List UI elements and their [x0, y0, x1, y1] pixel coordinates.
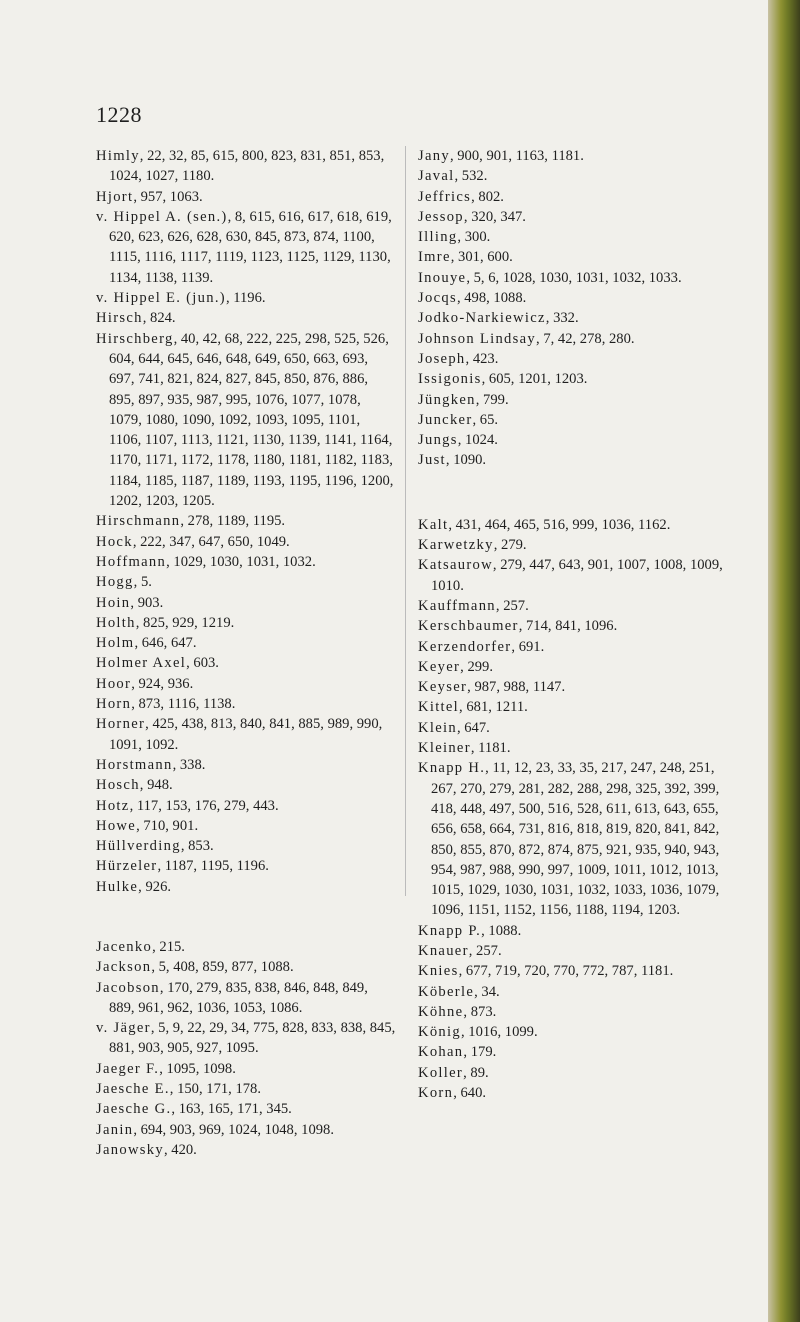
entry-name: Jeffrics: [418, 188, 472, 205]
entry-name: Jungs: [418, 432, 458, 449]
entry-name: Hjort: [96, 188, 134, 205]
entry-page-refs: , 332.: [545, 310, 579, 327]
section-gap: [96, 897, 396, 937]
entry-name: Johnson Lindsay: [418, 330, 537, 347]
index-entry: [418, 410, 736, 430]
entry-page-refs: , 873, 1116, 1138.: [131, 696, 236, 713]
index-entry: [96, 552, 396, 572]
entry-page-refs: , 1090.: [445, 452, 487, 469]
index-entry: [96, 1079, 396, 1099]
index-entry: [96, 572, 396, 592]
index-entry: [418, 227, 736, 247]
index-entry: [418, 247, 736, 267]
entry-name: Kalt: [418, 516, 449, 533]
index-entry: [418, 308, 736, 328]
entry-name: König: [418, 1024, 461, 1041]
entry-page-refs: , 647.: [456, 719, 490, 736]
entry-name: Jüngken: [418, 391, 476, 408]
entry-page-refs: , 1088.: [481, 922, 522, 939]
entry-page-refs: , 278, 1189, 1195.: [180, 513, 286, 530]
index-entry: [418, 921, 736, 941]
entry-name: v. Jäger: [96, 1020, 151, 1037]
entry-page-refs: , 603.: [186, 655, 219, 672]
entry-name: Issigonis: [418, 371, 482, 388]
index-entry: [96, 714, 396, 755]
entry-page-refs: , 605, 1201, 1203.: [481, 371, 588, 388]
entry-page-refs: , 714, 841, 1096.: [518, 618, 618, 635]
column-divider: [405, 146, 406, 896]
entry-name: Howe: [96, 817, 137, 834]
entry-page-refs: , 710, 901.: [136, 817, 199, 834]
index-entry: [96, 796, 396, 816]
entry-page-refs: , 1016, 1099.: [460, 1024, 538, 1041]
entry-name: Hürzeler: [96, 858, 158, 875]
index-entry: [96, 775, 396, 795]
index-entry: [418, 961, 736, 981]
entry-page-refs: , 853.: [180, 838, 214, 855]
entry-page-refs: , 532.: [454, 168, 488, 185]
entry-name: Knapp H.: [418, 760, 486, 777]
entry-name: Hosch: [96, 777, 140, 794]
entry-name: Horner: [96, 716, 146, 733]
index-entry: [96, 1120, 396, 1140]
index-entry: [418, 1042, 736, 1062]
entry-name: Knauer: [418, 942, 469, 959]
index-entry: [96, 1018, 396, 1059]
index-entry: [418, 390, 736, 410]
entry-name: Juncker: [418, 411, 473, 428]
entry-name: Hulke: [96, 878, 139, 895]
index-entry: [96, 836, 396, 856]
entry-page-refs: , 8, 615, 616, 617, 618, 619, 620, 623, 626, 628, 630, 845, 873, 874, 1100, 1115, 1116, 1117, 1119, 1123, 1125, 1129, 1130, 1134, 1138, 1139.: [109, 208, 392, 286]
index-entry: [418, 288, 736, 308]
entry-name: Kauffmann: [418, 597, 496, 614]
index-entry: [96, 329, 396, 512]
entry-page-refs: , 498, 1088.: [456, 290, 527, 307]
entry-page-refs: , 7, 42, 278, 280.: [536, 330, 635, 347]
entry-page-refs: , 170, 279, 835, 838, 846, 848, 849, 889, 961, 962, 1036, 1053, 1086.: [109, 979, 368, 1016]
index-entry: [418, 657, 736, 677]
index-entry: [418, 555, 736, 596]
entry-page-refs: , 420.: [163, 1141, 197, 1158]
entry-name: Javal: [418, 168, 455, 185]
index-entry: [96, 674, 396, 694]
entry-page-refs: , 873.: [463, 1003, 497, 1020]
entry-page-refs: , 65.: [472, 411, 499, 428]
index-entry: [418, 1022, 736, 1042]
entry-page-refs: , 34.: [474, 983, 500, 1000]
entry-name: Joseph: [418, 350, 466, 367]
book-edge-strip: [768, 0, 800, 1322]
entry-name: Jackson: [96, 959, 152, 976]
index-entry: [96, 207, 396, 288]
entry-name: Jaesche G.: [96, 1101, 172, 1118]
page-number: 1228: [96, 102, 142, 127]
entry-page-refs: , 320, 347.: [463, 208, 526, 225]
entry-page-refs: , 1187, 1195, 1196.: [157, 858, 269, 875]
entry-page-refs: , 900, 901, 1163, 1181.: [449, 148, 584, 164]
index-entry: [418, 738, 736, 758]
entry-page-refs: , 987, 988, 1147.: [467, 679, 566, 696]
entry-page-refs: , 926.: [138, 878, 172, 895]
entry-page-refs: , 117, 153, 176, 279, 443.: [129, 797, 279, 814]
entry-page-refs: , 279, 447, 643, 901, 1007, 1008, 1009, 1010.: [431, 557, 723, 594]
index-entry: [418, 596, 736, 616]
entry-page-refs: , 677, 719, 720, 770, 772, 787, 1181.: [458, 963, 674, 980]
entry-page-refs: , 799.: [475, 391, 509, 408]
entry-name: Horstmann: [96, 756, 173, 773]
entry-page-refs: , 5, 9, 22, 29, 34, 775, 828, 833, 838, 845, 881, 903, 905, 927, 1095.: [109, 1020, 396, 1057]
entry-name: Kohan: [418, 1044, 464, 1061]
index-entry: [418, 450, 736, 470]
entry-page-refs: , 824.: [142, 310, 176, 327]
entry-name: Just: [418, 452, 446, 469]
entry-name: Hirschmann: [96, 513, 181, 530]
entry-page-refs: , 257.: [468, 942, 502, 959]
index-entry: [96, 755, 396, 775]
entry-name: Holm: [96, 635, 135, 652]
index-entry: [418, 146, 736, 166]
index-entry: [96, 532, 396, 552]
entry-name: Hüllverding: [96, 838, 181, 855]
entry-name: Jacobson: [96, 979, 160, 996]
index-entry: [418, 758, 736, 920]
index-entry: [96, 1099, 396, 1119]
entry-page-refs: , 279.: [493, 537, 527, 554]
entry-page-refs: , 948.: [139, 777, 173, 794]
entry-name: Kerschbaumer: [418, 618, 519, 635]
entry-page-refs: , 681, 1211.: [459, 699, 528, 716]
entry-name: Kittel: [418, 699, 460, 716]
entry-name: Jacenko: [96, 938, 153, 955]
index-entry: [96, 1140, 396, 1160]
entry-name: Koller: [418, 1064, 464, 1081]
entry-page-refs: , 1196.: [225, 290, 266, 307]
index-entry: [418, 637, 736, 657]
entry-name: Holmer Axel: [96, 655, 187, 672]
entry-name: Jaesche E.: [96, 1081, 170, 1098]
index-entry: [96, 877, 396, 897]
entry-name: Köberle: [418, 983, 475, 1000]
index-entry: [96, 308, 396, 328]
index-entry: [418, 535, 736, 555]
index-entry: [96, 146, 396, 187]
entry-name: Jodko-Narkiewicz: [418, 310, 546, 327]
index-entry: [418, 268, 736, 288]
entry-page-refs: , 301, 600.: [450, 249, 513, 266]
entry-name: Jessop: [418, 208, 464, 225]
entry-name: Hirschberg: [96, 330, 174, 347]
index-entry: [96, 694, 396, 714]
entry-page-refs: , 5.: [133, 574, 152, 591]
index-entry: [418, 1002, 736, 1022]
index-entry: [418, 718, 736, 738]
entry-name: Jaeger F.: [96, 1060, 160, 1077]
entry-name: Knapp P.: [418, 922, 482, 939]
entry-page-refs: , 802.: [471, 188, 504, 205]
section-gap: [418, 471, 736, 515]
entry-page-refs: , 5, 408, 859, 877, 1088.: [151, 959, 294, 976]
entry-page-refs: , 40, 42, 68, 222, 225, 298, 525, 526, 604, 644, 645, 646, 648, 649, 650, 663, 693, 697, 741, 821, 824, 827, 845, 850, 876, 886, 895, 897, 935, 987, 995, 1076, 1077, 1078, 1079, 1080, 1090, 1092, 1093, 1095, 1101, 1106, 1107, 1113, 1121, 1130, 1139, 1141, 1164, 1170, 1171, 1172, 1178, 1180, 1181, 1182, 1183, 1184, 1185, 1187, 1189, 1193, 1195, 1196, 1200, 1202, 1203, 1205.: [109, 330, 394, 510]
entry-name: Hogg: [96, 574, 134, 591]
entry-name: Janowsky: [96, 1141, 164, 1158]
entry-name: Hotz: [96, 797, 130, 814]
entry-name: Inouye: [418, 269, 467, 286]
entry-page-refs: , 1181.: [470, 740, 511, 757]
entry-page-refs: , 691.: [511, 638, 545, 655]
entry-page-refs: , 215.: [152, 938, 185, 955]
entry-name: Keyer: [418, 658, 461, 675]
entry-page-refs: , 300.: [457, 229, 491, 246]
entry-name: Korn: [418, 1085, 454, 1102]
entry-page-refs: , 425, 438, 813, 840, 841, 885, 989, 990, 1091, 1092.: [109, 716, 383, 753]
entry-page-refs: , 222, 347, 647, 650, 1049.: [132, 533, 290, 550]
entry-page-refs: , 163, 165, 171, 345.: [171, 1101, 292, 1118]
index-column-right: [418, 146, 736, 1103]
entry-name: v. Hippel A. (sen.): [96, 208, 228, 225]
entry-name: Hoor: [96, 675, 132, 692]
index-entry: [96, 937, 396, 957]
index-entry: [418, 1063, 736, 1083]
entry-page-refs: , 423.: [465, 350, 499, 367]
entry-page-refs: , 903.: [130, 594, 164, 611]
index-entry: [418, 982, 736, 1002]
index-entry: [96, 856, 396, 876]
index-entry: [96, 957, 396, 977]
entry-name: Hoin: [96, 594, 131, 611]
index-entry: [418, 166, 736, 186]
entry-name: Keyser: [418, 679, 468, 696]
entry-page-refs: , 640.: [453, 1085, 487, 1102]
index-entry: [96, 653, 396, 673]
index-entry: [418, 329, 736, 349]
entry-name: Hirsch: [96, 310, 143, 327]
entry-name: Hock: [96, 533, 133, 550]
entry-page-refs: , 957, 1063.: [133, 188, 203, 205]
index-entry: [418, 349, 736, 369]
entry-name: Klein: [418, 719, 457, 736]
entry-name: Köhne: [418, 1003, 464, 1020]
entry-name: Horn: [96, 696, 132, 713]
entry-page-refs: , 1095, 1098.: [159, 1060, 236, 1077]
entry-page-refs: , 694, 903, 969, 1024, 1048, 1098.: [133, 1121, 334, 1138]
index-entry: [418, 616, 736, 636]
entry-name: Holth: [96, 614, 136, 631]
entry-name: Katsaurow: [418, 557, 493, 574]
entry-page-refs: , 5, 6, 1028, 1030, 1031, 1032, 1033.: [466, 269, 682, 286]
index-entry: [96, 633, 396, 653]
entry-page-refs: , 179.: [463, 1044, 497, 1061]
index-entry: [418, 697, 736, 717]
index-entry: [418, 515, 736, 535]
entry-page-refs: , 257.: [495, 597, 529, 614]
entry-name: Imre: [418, 249, 451, 266]
index-entry: [418, 1083, 736, 1103]
entry-name: Kerzendorfer: [418, 638, 512, 655]
index-column-left: [96, 146, 396, 1160]
entry-name: Himly: [96, 148, 140, 164]
entry-page-refs: , 431, 464, 465, 516, 999, 1036, 1162.: [448, 516, 671, 533]
entry-name: Janin: [96, 1121, 134, 1138]
entry-page-refs: , 338.: [172, 756, 206, 773]
index-entry: [96, 187, 396, 207]
entry-page-refs: , 150, 171, 178.: [169, 1081, 261, 1098]
entry-name: Karwetzky: [418, 537, 494, 554]
entry-page-refs: , 825, 929, 1219.: [135, 614, 235, 631]
entry-name: Illing: [418, 229, 458, 246]
entry-page-refs: , 1029, 1030, 1031, 1032.: [166, 553, 316, 570]
entry-page-refs: , 89.: [463, 1064, 489, 1081]
index-entry: [96, 978, 396, 1019]
index-entry: [418, 187, 736, 207]
entry-name: Knies: [418, 963, 459, 980]
entry-name: Jocqs: [418, 290, 457, 307]
entry-name: v. Hippel E. (jun.): [96, 290, 226, 307]
index-entry: [96, 288, 396, 308]
index-entry: [96, 613, 396, 633]
entry-name: Jany: [418, 148, 450, 164]
index-entry: [96, 1059, 396, 1079]
entry-page-refs: , 1024.: [457, 432, 498, 449]
entry-page-refs: , 924, 936.: [131, 675, 194, 692]
index-entry: [418, 207, 736, 227]
index-entry: [418, 369, 736, 389]
entry-page-refs: , 22, 32, 85, 615, 800, 823, 831, 851, 853, 1024, 1027, 1180.: [109, 148, 385, 185]
index-entry: [96, 593, 396, 613]
entry-page-refs: , 11, 12, 23, 33, 35, 217, 247, 248, 251, 267, 270, 279, 281, 282, 288, 298, 325, 392, 399, 418, 448, 497, 500, 516, 528, 611, 613, 643, 655, 656, 658, 664, 731, 816, 818, 819, 820, 841, 842, 850, 855, 870, 872, 874, 875, 921, 935, 940, 943, 954, 987, 988, 990, 997, 1009, 1011, 1012, 1013, 1015, 1029, 1030, 1031, 1032, 1033, 1036, 1079, 1096, 1151, 1152, 1156, 1188, 1194, 1203.: [431, 760, 720, 919]
entry-page-refs: , 299.: [460, 658, 493, 675]
entry-page-refs: , 646, 647.: [134, 635, 197, 652]
index-entry: [418, 941, 736, 961]
index-entry: [96, 511, 396, 531]
entry-name: Hoffmann: [96, 553, 167, 570]
index-entry: [96, 816, 396, 836]
entry-name: Kleiner: [418, 740, 471, 757]
index-entry: [418, 430, 736, 450]
index-entry: [418, 677, 736, 697]
